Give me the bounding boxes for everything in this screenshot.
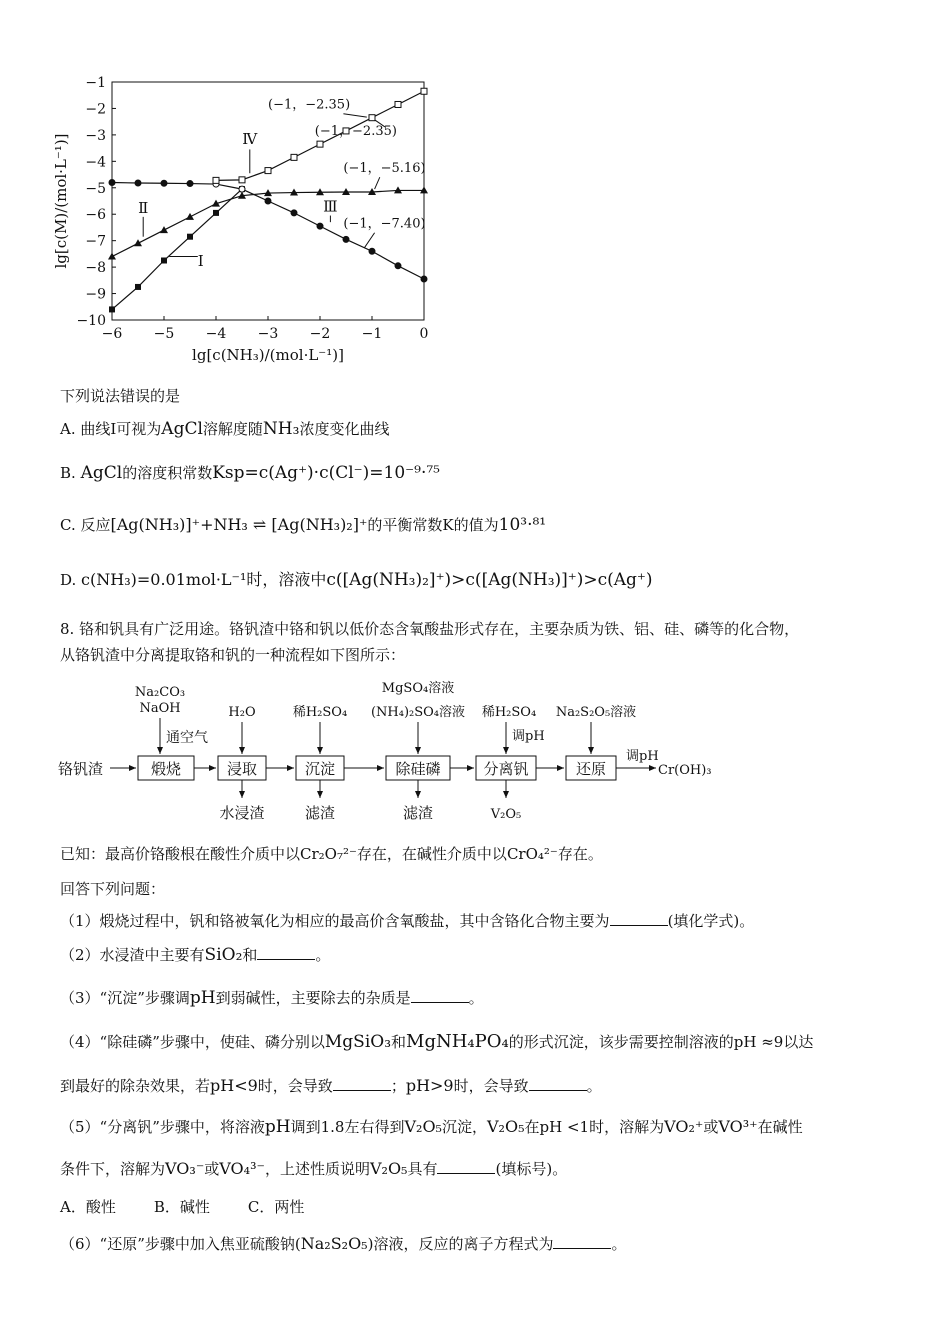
q7-option-c: C. 反应[Ag(NH₃)]⁺+NH₃ ⇌ [Ag(NH₃)₂]⁺的平衡常数K的值为10³·⁸¹ [60, 515, 547, 535]
option-basic[interactable]: B．碱性 [153, 1198, 210, 1216]
y-tick-label: −4 [85, 154, 106, 171]
data-point [369, 115, 375, 121]
process-flow-diagram [56, 676, 736, 826]
data-point [421, 88, 427, 94]
data-point [213, 210, 219, 216]
x-tick-label: 0 [419, 326, 429, 342]
box-reduce-label: 还原 [575, 760, 607, 778]
data-point [369, 248, 375, 254]
y-tick-label: −10 [76, 313, 106, 329]
data-point [239, 186, 245, 192]
q8-sub1: （1）煅烧过程中，钒和铬被氧化为相应的最高价含氧酸盐，其中含铬化合物主要为 (填化学式)。 [60, 912, 755, 930]
q8-sub4-line1: （4）“除硅磷”步骤中，使硅、磷分别以MgSiO₃和MgNH₄PO₄的形式沉淀，该步需要控制溶液的pH ≈9以达 [60, 1031, 814, 1052]
curve-label-iv: Ⅳ [242, 130, 258, 149]
q8-intro-line1: 8. 铬和钒具有广泛用途。铬钒渣中铬和钒以低价态含氧酸盐形式存在，主要杂质为铁、铝、硅、磷等的化合物， [60, 620, 800, 638]
data-point [343, 236, 349, 242]
answer-blank-6[interactable] [553, 1234, 611, 1249]
data-point [187, 181, 193, 187]
input-na2co3: Na₂CO₃ [134, 685, 186, 700]
box-leach-label: 浸取 [226, 760, 258, 778]
label-adjust-ph-1: 调pH [512, 729, 545, 744]
data-point [186, 213, 194, 220]
data-point [265, 198, 271, 204]
x-tick-label: −2 [309, 326, 331, 342]
x-tick-label: −3 [257, 326, 279, 342]
annotation-arrow [375, 177, 380, 189]
output-filter-residue-1: 滤渣 [304, 804, 336, 822]
input-mgso4: MgSO₄溶液 [381, 681, 455, 696]
q8-sub5-line2: 条件下，溶解为VO₃⁻或VO₄³⁻，上述性质说明V₂O₅具有 (填标号)。 [60, 1159, 568, 1178]
x-tick-label: −6 [101, 326, 123, 342]
data-point [109, 306, 115, 312]
q8-sub4-line2: 到最好的除杂效果，若pH<9时，会导致 ；pH>9时，会导致 。 [60, 1076, 602, 1095]
input-h2o: H₂O [228, 705, 256, 720]
q8-sub5-line1: （5）“分离钒”步骤中，将溶液pH调到1.8左右得到V₂O₅沉淀，V₂O₅在pH <1时，溶解为VO₂⁺或VO³⁺在碱性 [60, 1117, 803, 1137]
annotation-arrow [364, 233, 374, 248]
input-nh4-2so4: (NH₄)₂SO₄溶液 [370, 705, 466, 720]
input-naoh: NaOH [139, 701, 181, 716]
option-acidic[interactable]: A．酸性 [60, 1198, 116, 1216]
answer-blank-5[interactable] [437, 1159, 495, 1174]
output-v2o5: V₂O₅ [490, 807, 522, 822]
curve-label-iii: Ⅲ [323, 197, 338, 216]
ammonia-complex-chart [40, 62, 440, 374]
flow-end: Cr(OH)₃ [658, 763, 712, 778]
y-tick-label: −3 [85, 127, 106, 144]
y-tick-label: −8 [85, 260, 106, 277]
y-tick-label: −9 [85, 286, 106, 303]
q8-sub6: （6）“还原”步骤中加入焦亚硫酸钠(Na₂S₂O₅)溶液，反应的离子方程式为 。 [60, 1234, 627, 1253]
q8-sub2: （2）水浸渣中主要有SiO₂和 。 [60, 945, 331, 965]
q8-known: 已知：最高价铬酸根在酸性介质中以Cr₂O₇²⁻存在，在碱性介质中以CrO₄²⁻存在。 [60, 845, 603, 863]
input-dilute-h2so4-1: 稀H₂SO₄ [292, 705, 348, 720]
y-axis-title: lg[c(M)/(mol·L⁻¹)] [52, 133, 70, 269]
data-point [317, 141, 323, 147]
input-na2s2o5: Na₂S₂O₅溶液 [555, 705, 637, 720]
label-air: 通空气 [166, 730, 208, 746]
x-tick-label: −1 [361, 326, 383, 342]
box-precipitate-label: 沉淀 [304, 760, 336, 778]
data-point [160, 226, 168, 233]
data-point [317, 223, 323, 229]
answer-blank-4a[interactable] [333, 1076, 391, 1091]
data-point [135, 284, 141, 290]
annotation-iv-upper: (−1，−2.35) [268, 97, 351, 113]
output-filter-residue-2: 滤渣 [402, 804, 434, 822]
data-point [395, 101, 401, 107]
q8-intro-line2: 从铬钒渣中分离提取铬和钒的一种流程如下图所示： [60, 646, 406, 664]
answer-blank-1[interactable] [610, 911, 668, 926]
data-point [291, 210, 297, 216]
data-point [213, 177, 219, 183]
y-tick-label: −7 [85, 233, 106, 250]
data-point [161, 180, 167, 186]
box-remove-si-p-label: 除硅磷 [395, 760, 441, 778]
x-tick-label: −4 [205, 326, 227, 342]
box-calcine-label: 煅烧 [150, 760, 182, 778]
data-point [291, 154, 297, 160]
annotation-iii: (−1，−7.40) [343, 216, 426, 232]
q7-option-b: B. AgCl的溶度积常数Ksp=c(Ag⁺)·c(Cl⁻)=10⁻⁹·⁷⁵ [60, 463, 440, 483]
data-point [239, 177, 245, 183]
y-tick-label: −2 [85, 101, 106, 118]
data-point [161, 258, 167, 264]
annotation-iv-lower: (−1，−2.35) [314, 123, 397, 139]
plot-area [52, 75, 428, 364]
answer-blank-3[interactable] [411, 988, 469, 1003]
data-point [187, 234, 193, 240]
annotation-ii: (−1，−5.16) [343, 160, 426, 176]
data-point [421, 276, 427, 282]
x-axis-title: lg[c(NH₃)/(mol·L⁻¹)] [192, 346, 344, 364]
y-tick-label: −5 [85, 180, 106, 197]
annotation-arrow [343, 114, 366, 117]
y-tick-label: −6 [85, 207, 106, 224]
data-point [135, 180, 141, 186]
q8-prompt: 回答下列问题： [60, 880, 166, 898]
q7-option-d: D. c(NH₃)=0.01mol·L⁻¹时，溶液中c([Ag(NH₃)₂]⁺)>c([Ag(NH₃)]⁺)>c(Ag⁺) [60, 570, 653, 590]
flow-start: 铬钒渣 [58, 760, 104, 778]
data-point [265, 168, 271, 174]
q8-sub5-options [60, 1196, 342, 1218]
output-water-residue: 水浸渣 [219, 804, 265, 822]
option-amphoteric[interactable]: C．两性 [247, 1198, 305, 1216]
box-separate-v-label: 分离钒 [483, 760, 529, 778]
answer-blank-2[interactable] [257, 945, 315, 960]
data-point [134, 239, 142, 246]
answer-blank-4b[interactable] [529, 1076, 587, 1091]
q7-option-a: A. 曲线Ⅰ可视为AgCl溶解度随NH₃浓度变化曲线 [60, 419, 390, 439]
x-tick-label: −5 [153, 326, 175, 342]
label-adjust-ph-2: 调pH [626, 749, 659, 764]
input-dilute-h2so4-2: 稀H₂SO₄ [481, 705, 537, 720]
q7-stem: 下列说法错误的是 [60, 387, 181, 405]
data-point [109, 179, 115, 185]
data-point [395, 263, 401, 269]
series-line-Ⅰ [112, 189, 242, 309]
y-tick-label: −1 [85, 75, 106, 91]
data-point [108, 253, 116, 260]
curve-label-i: Ⅰ [197, 251, 204, 270]
curve-label-ii: Ⅱ [138, 198, 149, 217]
q8-sub3: （3）“沉淀”步骤调pH到弱碱性，主要除去的杂质是 。 [60, 988, 484, 1008]
